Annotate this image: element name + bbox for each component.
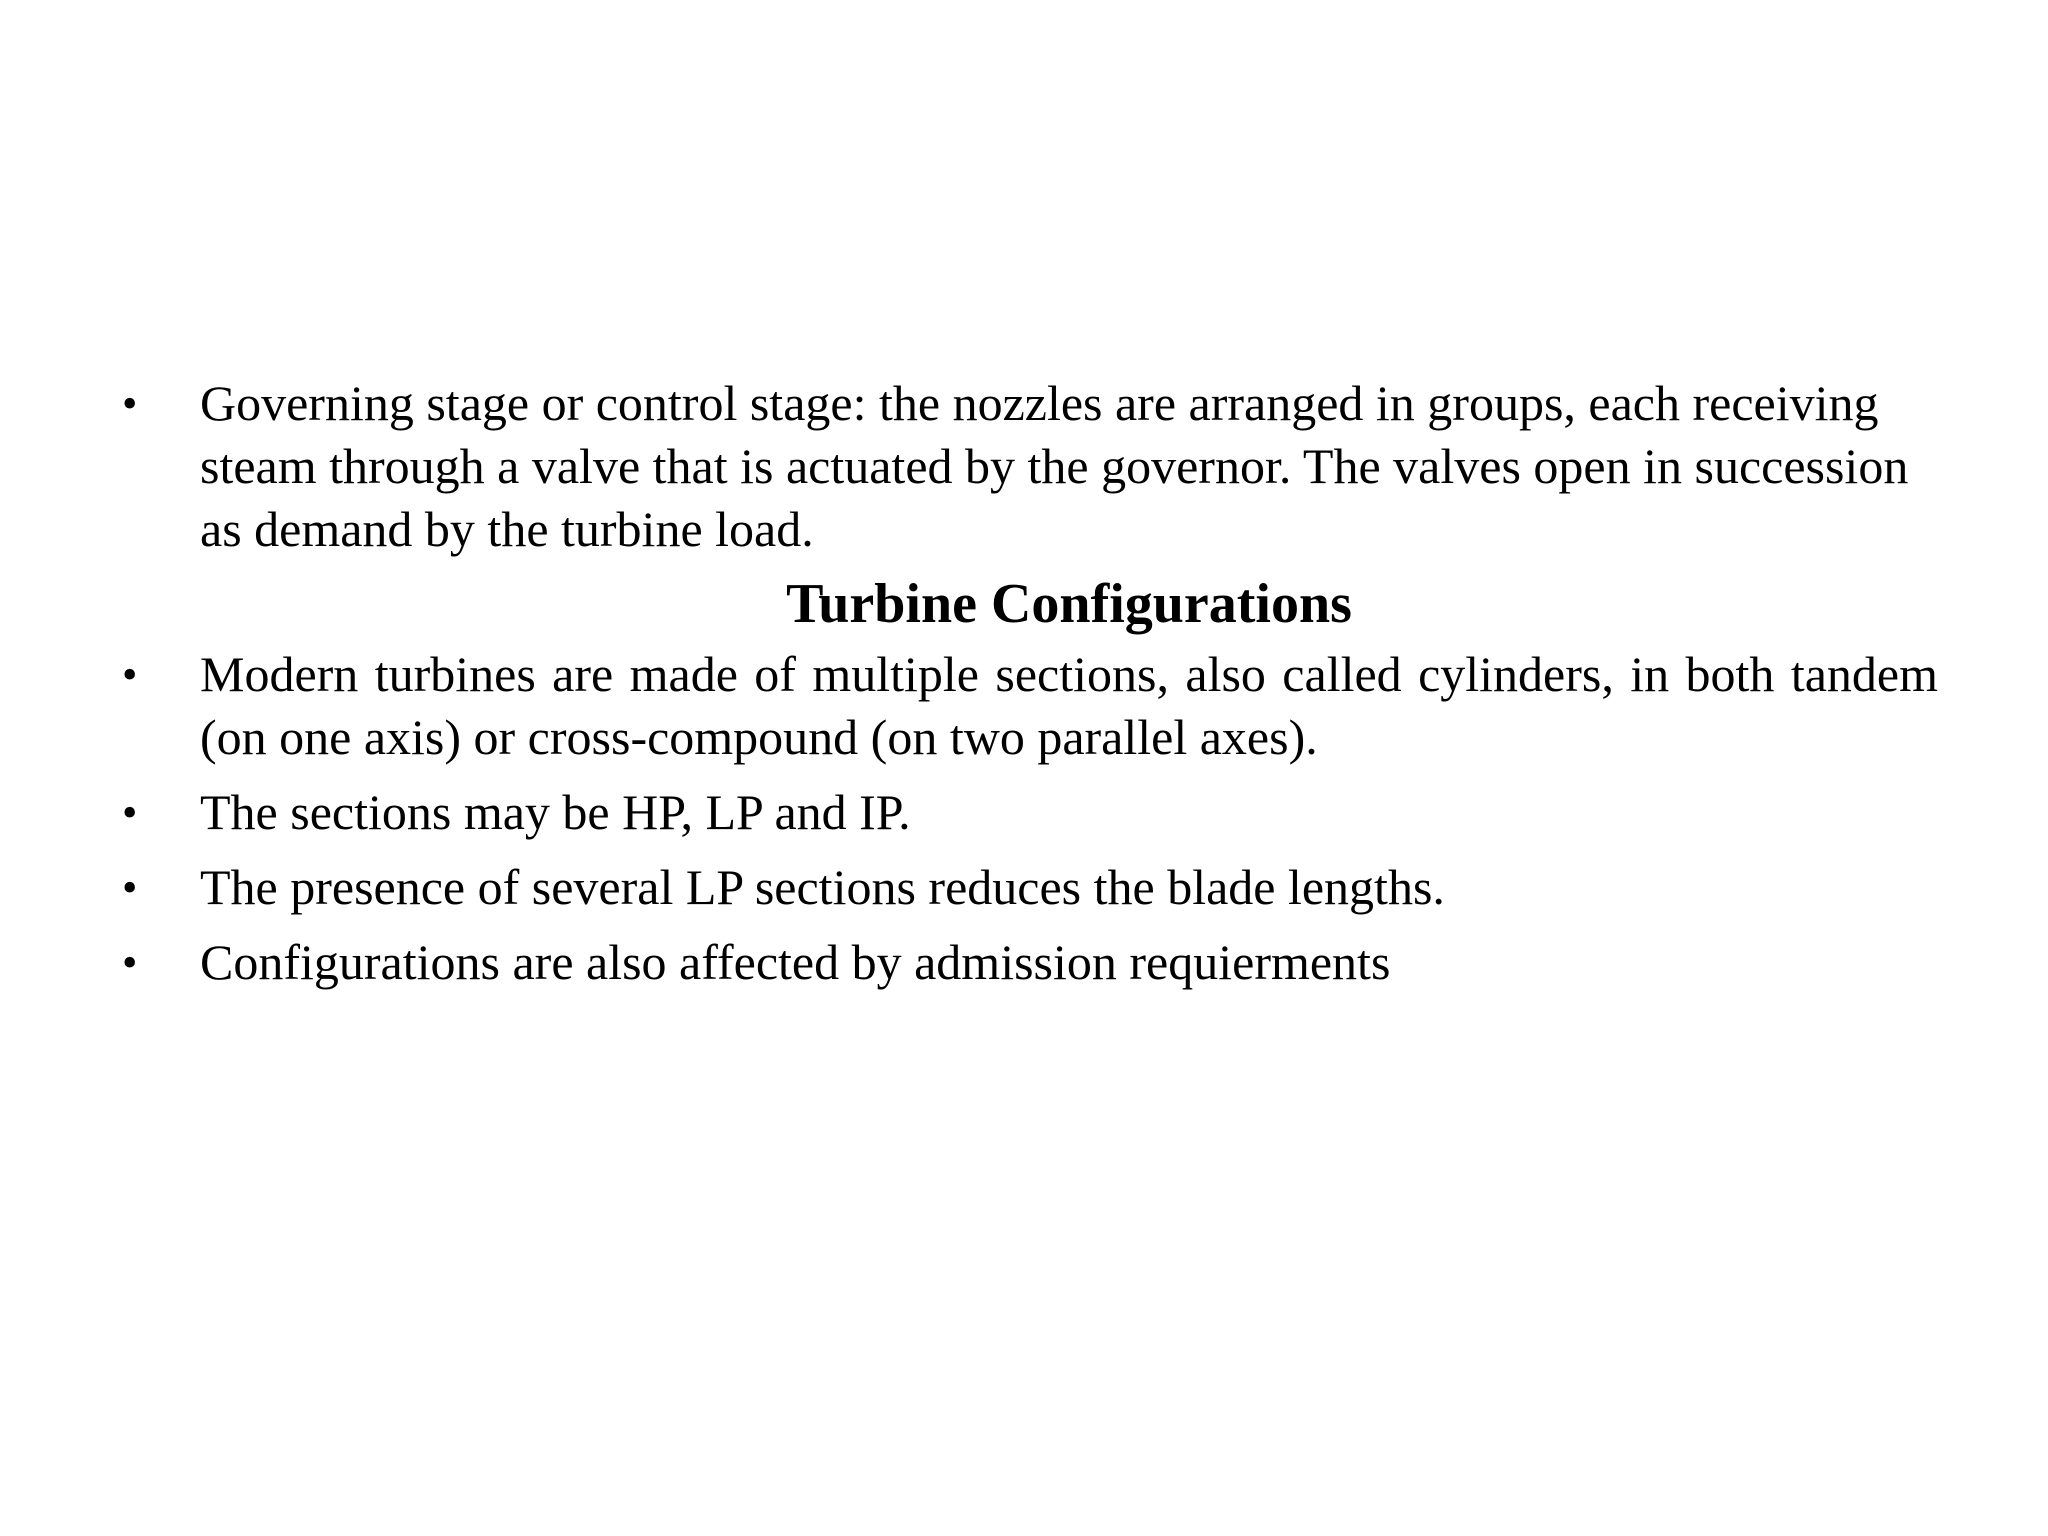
slide-content [118, 372, 1938, 994]
bullet-marker: • [122, 788, 138, 837]
bullet-marker: • [122, 379, 138, 428]
section-heading: Turbine Configurations [786, 573, 1352, 635]
bullet-text: Governing stage or control stage: the nozzles are arranged in groups, each receiving steam through a valve that is actuated by the governor. The valves open in succession as demand by the turbine load. [200, 375, 1909, 557]
bullet-text: Modern turbines are made of multiple sections, also called cylinders, in both tandem (on one axis) or cross-compound (on two parallel axes). [200, 646, 1938, 765]
bullet-sections [118, 781, 1938, 844]
bullet-text: Configurations are also affected by admission requierments [200, 934, 1391, 990]
bullet-lp-sections [118, 856, 1938, 919]
bullet-configurations [118, 931, 1938, 994]
bullet-marker: • [122, 863, 138, 912]
bullet-marker: • [122, 650, 138, 699]
bullet-marker: • [122, 938, 138, 987]
bullet-text: The sections may be HP, LP and IP. [200, 784, 911, 840]
bullet-text: The presence of several LP sections reduces the blade lengths. [200, 859, 1445, 915]
bullet-governing-stage [118, 372, 1938, 561]
bullet-modern-turbines [118, 643, 1938, 769]
